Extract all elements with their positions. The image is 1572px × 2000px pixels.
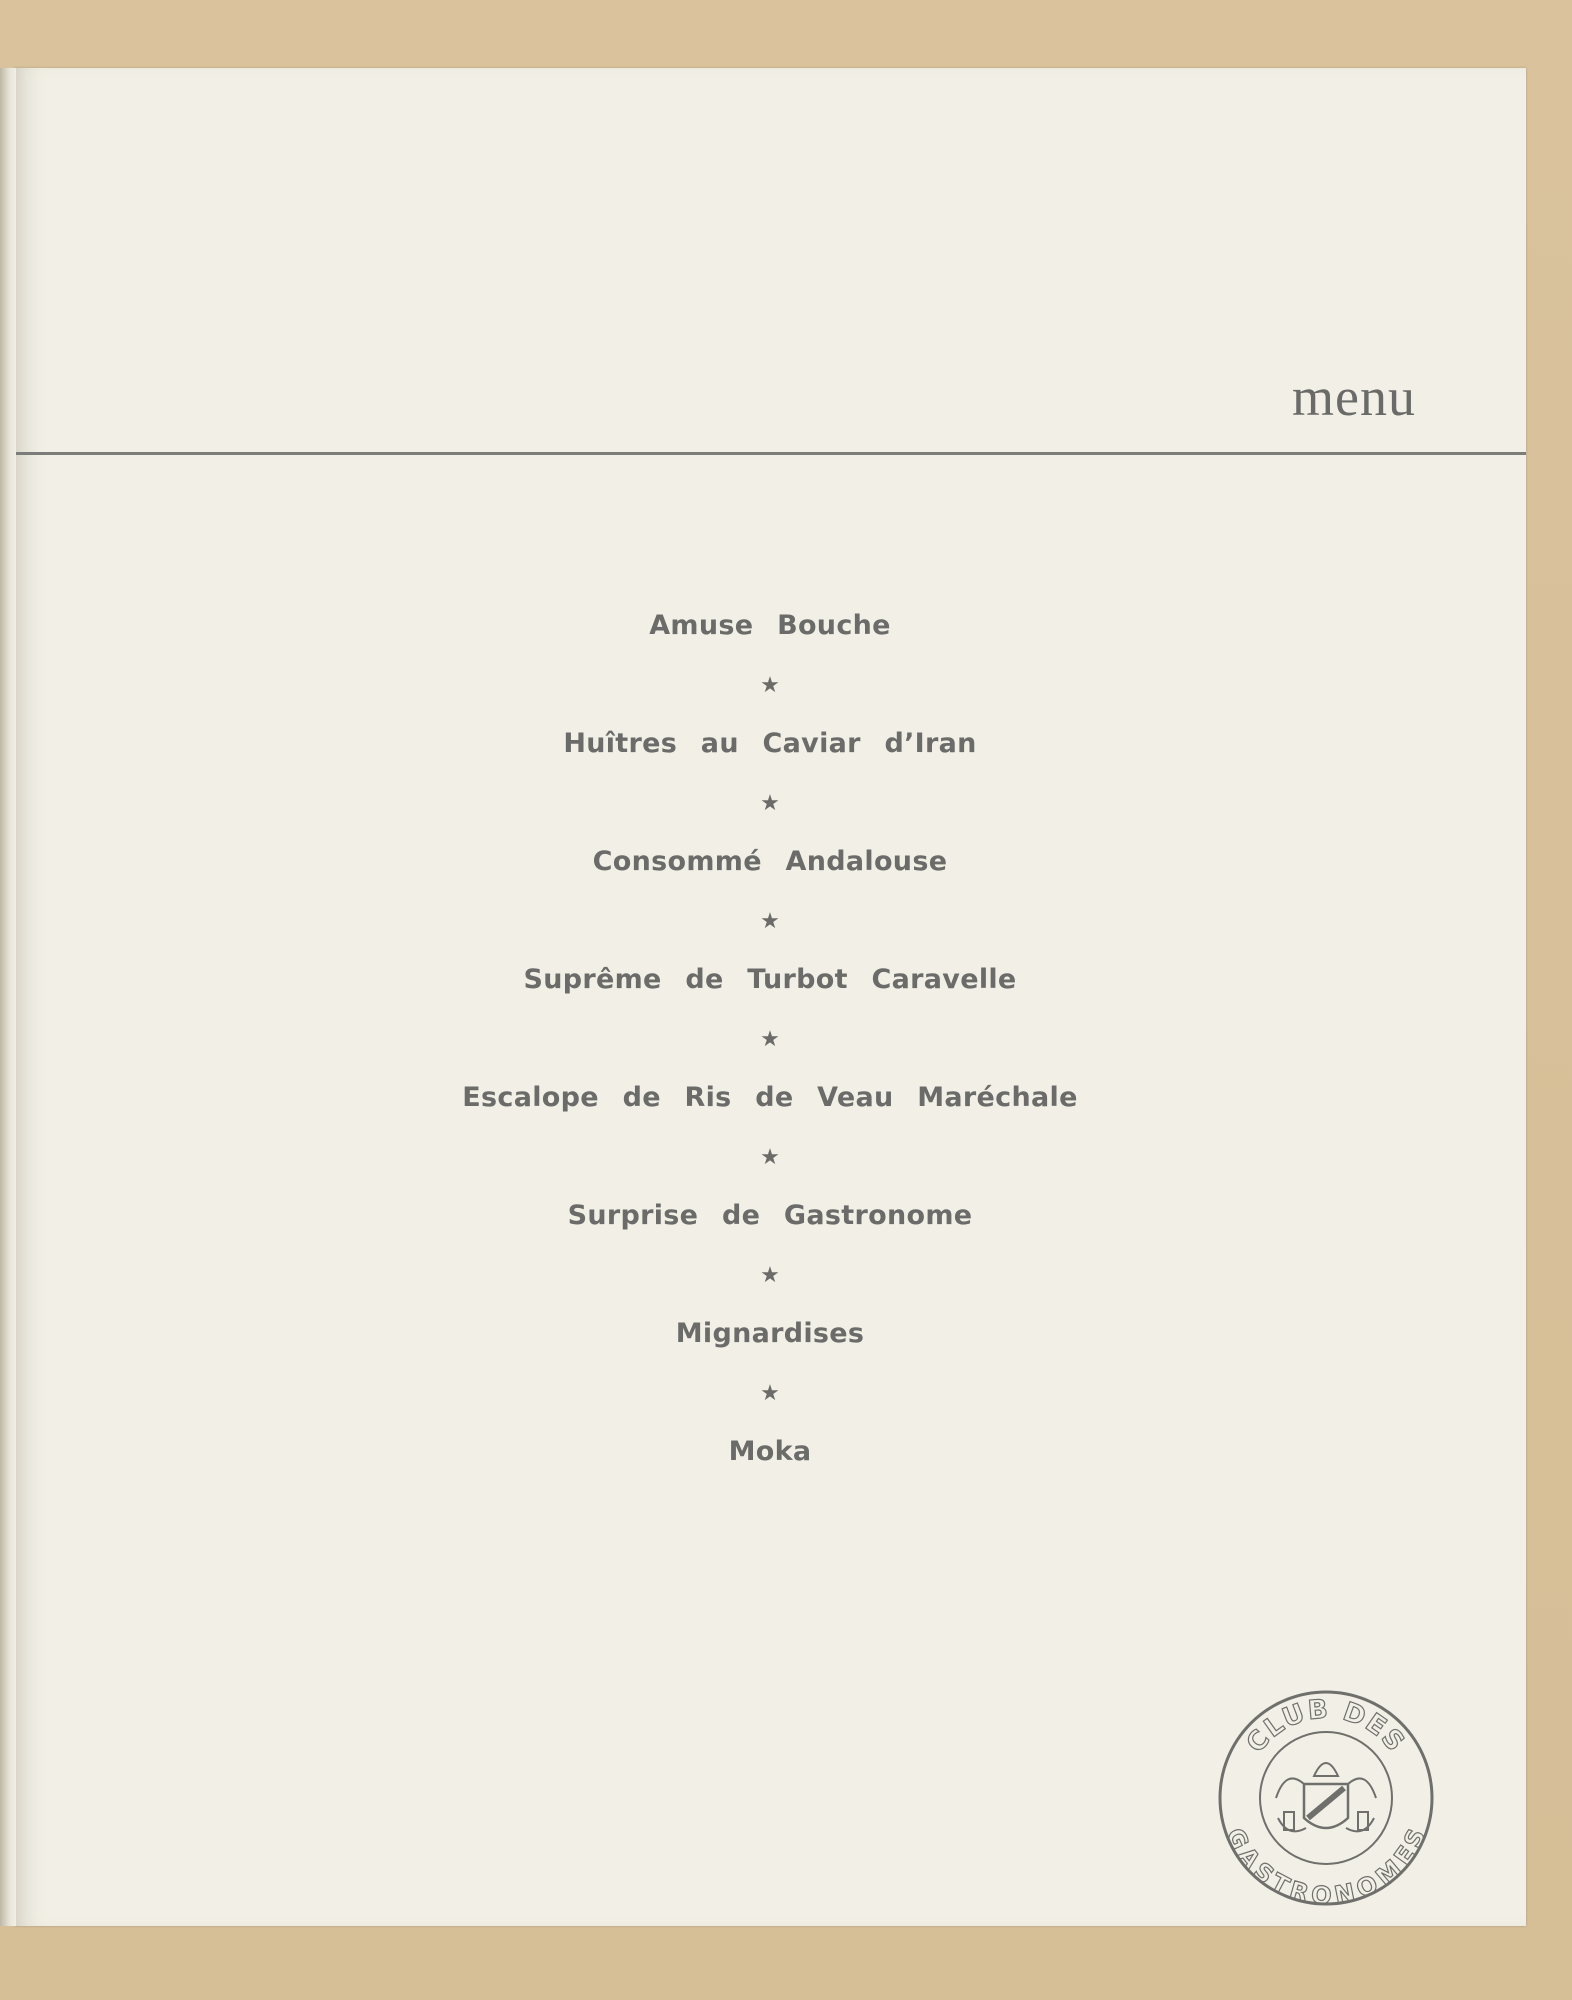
course-item xyxy=(14,1070,1526,1188)
course-item xyxy=(14,1424,1526,1542)
course-item xyxy=(14,1188,1526,1306)
binding-gutter xyxy=(0,68,16,1926)
star-separator: ★ xyxy=(760,1026,780,1051)
course-name: Consommé Andalouse xyxy=(592,846,948,877)
club-seal-icon xyxy=(1216,1688,1436,1908)
page-title: menu xyxy=(1292,367,1416,427)
seal-top-text: CLUB DES xyxy=(1240,1694,1412,1759)
course-name: Huîtres au Caviar d’Iran xyxy=(563,728,977,759)
seal-bottom-text: GASTRONOMES xyxy=(1220,1823,1432,1908)
course-name: Escalope de Ris de Veau Maréchale xyxy=(462,1082,1078,1113)
course-name: Suprême de Turbot Caravelle xyxy=(523,964,1017,995)
star-separator: ★ xyxy=(760,672,780,697)
course-name: Moka xyxy=(728,1436,812,1467)
header-divider xyxy=(14,452,1526,455)
star-separator: ★ xyxy=(760,790,780,815)
course-name: Amuse Bouche xyxy=(649,610,891,641)
menu-page xyxy=(14,68,1526,1926)
svg-text:GASTRONOMES xyxy=(1220,1824,1431,1908)
course-name: Mignardises xyxy=(675,1318,865,1349)
course-item xyxy=(14,834,1526,952)
svg-text:CLUB DES xyxy=(1241,1694,1411,1758)
course-item xyxy=(14,1306,1526,1424)
course-list xyxy=(14,598,1526,1542)
star-separator: ★ xyxy=(760,1380,780,1405)
course-item xyxy=(14,952,1526,1070)
star-separator: ★ xyxy=(760,908,780,933)
star-separator: ★ xyxy=(760,1144,780,1169)
course-item xyxy=(14,598,1526,716)
star-separator: ★ xyxy=(760,1262,780,1287)
course-item xyxy=(14,716,1526,834)
course-name: Surprise de Gastronome xyxy=(567,1200,973,1231)
